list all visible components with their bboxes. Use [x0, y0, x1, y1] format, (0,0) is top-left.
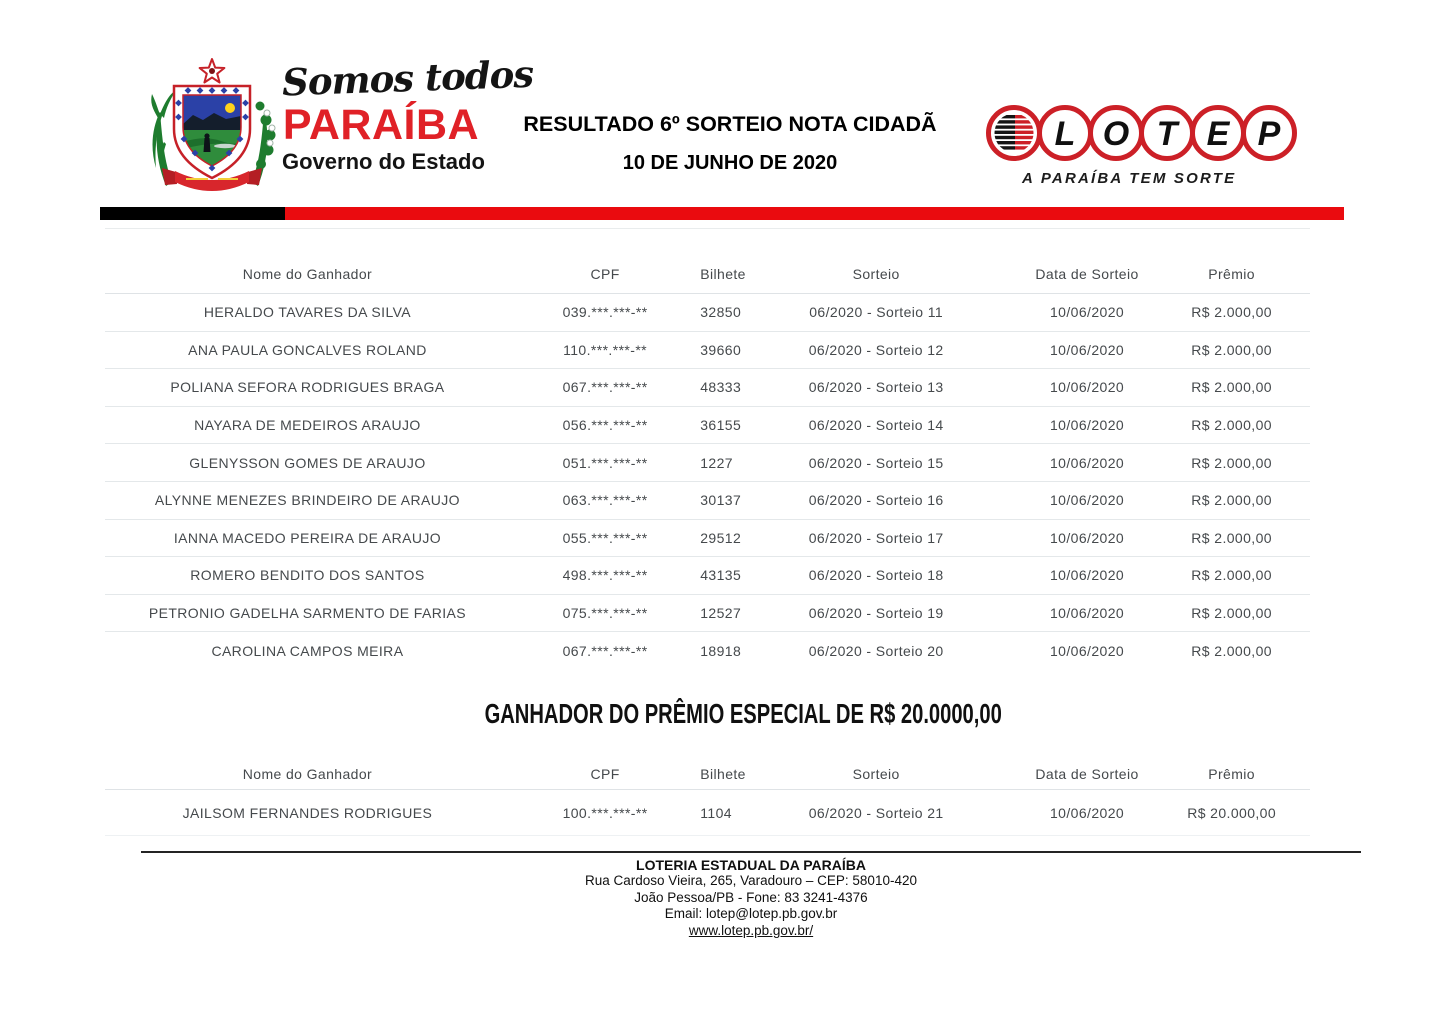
special-prize-heading: [46, 698, 1440, 730]
winner-cpf: 067.***.***-**: [562, 643, 648, 660]
winner-ticket: 18918: [700, 643, 742, 660]
winner-cpf: 498.***.***-**: [562, 567, 648, 584]
special-table-header-row: [105, 745, 1310, 790]
winners-table-body: [105, 294, 1310, 670]
winner-cpf: 039.***.***-**: [562, 304, 648, 321]
footer-city-phone: João Pessoa/PB - Fone: 83 3241-4376: [634, 889, 868, 905]
gov-logo-script-text: Somos todos: [281, 51, 534, 105]
winner-prize: R$ 2.000,00: [1191, 605, 1272, 622]
footer-address: Rua Cardoso Vieira, 265, Varadouro – CEP: 58010-420: [585, 873, 917, 889]
winner-name: HERALDO TAVARES DA SILVA: [203, 304, 412, 321]
winner-ticket: 36155: [700, 417, 742, 434]
winner-cpf: 055.***.***-**: [562, 529, 648, 546]
table-row: [105, 407, 1310, 445]
lotep-letter: E: [1206, 115, 1230, 153]
column-header-draw-date: Data de Sorteio: [1035, 766, 1139, 782]
table-row: [105, 482, 1310, 520]
winner-draw-date: 10/06/2020: [1050, 605, 1125, 622]
column-header-cpf: CPF: [590, 266, 620, 282]
winner-prize: R$ 2.000,00: [1191, 379, 1272, 396]
winner-name: JAILSOM FERNANDES RODRIGUES: [182, 804, 433, 821]
winner-prize: R$ 2.000,00: [1191, 643, 1272, 660]
winner-draw: 06/2020 - Sorteio 17: [808, 529, 944, 546]
title-line-2: 10 DE JUNHO DE 2020: [622, 152, 838, 174]
winner-ticket: 48333: [700, 379, 742, 396]
column-header-cpf: CPF: [590, 766, 620, 782]
footer-website-link[interactable]: www.lotep.pb.gov.br/: [688, 922, 814, 938]
winner-name: IANNA MACEDO PEREIRA DE ARAUJO: [173, 529, 442, 546]
document-title: [470, 111, 990, 175]
winner-prize: R$ 2.000,00: [1191, 529, 1272, 546]
lotep-letter: T: [1156, 115, 1178, 153]
lotep-letter: L: [1054, 115, 1076, 153]
table-row: [105, 557, 1310, 595]
winner-prize: R$ 2.000,00: [1191, 417, 1272, 434]
table-row: [105, 332, 1310, 370]
winner-draw: 06/2020 - Sorteio 13: [808, 379, 944, 396]
bar-red-segment: [285, 207, 1344, 220]
winner-draw: 06/2020 - Sorteio 15: [808, 454, 944, 471]
winner-ticket: 39660: [700, 341, 742, 358]
winner-draw: 06/2020 - Sorteio 18: [808, 567, 944, 584]
column-header-ticket: Bilhete: [700, 766, 746, 782]
winner-draw-date: 10/06/2020: [1050, 529, 1125, 546]
winner-draw-date: 10/06/2020: [1050, 567, 1125, 584]
special-prize-heading-text: GANHADOR DO PRÊMIO ESPECIAL DE R$ 20.0000,00: [484, 698, 1002, 729]
column-header-prize: Prêmio: [1208, 766, 1255, 782]
table-row: [105, 294, 1310, 332]
winner-ticket: 12527: [700, 605, 742, 622]
table-row: [105, 444, 1310, 482]
special-prize-table: [105, 745, 1310, 836]
winner-draw: 06/2020 - Sorteio 21: [808, 804, 944, 821]
winner-draw-date: 10/06/2020: [1050, 379, 1125, 396]
winner-draw-date: 10/06/2020: [1050, 341, 1125, 358]
paraiba-coat-of-arms-icon: [146, 56, 278, 196]
winner-ticket: 30137: [700, 492, 742, 509]
winner-prize: R$ 2.000,00: [1191, 341, 1272, 358]
winner-ticket: 1104: [700, 804, 732, 821]
winner-prize: R$ 2.000,00: [1191, 454, 1272, 471]
lotep-logo-icon: [986, 101, 1298, 165]
winner-draw-date: 10/06/2020: [1050, 643, 1125, 660]
gov-logo-subtitle: Governo do Estado: [282, 149, 485, 174]
title-line-1: RESULTADO 6º SORTEIO NOTA CIDADÃ: [523, 112, 937, 136]
winner-prize: R$ 20.000,00: [1187, 804, 1277, 821]
column-header-ticket: Bilhete: [700, 266, 746, 282]
table-row: [105, 790, 1310, 836]
winner-name: GLENYSSON GOMES DE ARAUJO: [189, 454, 426, 471]
lotep-letter: O: [1102, 115, 1130, 153]
footer-org-name: LOTERIA ESTADUAL DA PARAÍBA: [636, 857, 866, 873]
column-header-draw: Sorteio: [852, 766, 900, 782]
winner-cpf: 075.***.***-**: [562, 605, 648, 622]
winner-draw: 06/2020 - Sorteio 20: [808, 643, 944, 660]
winner-ticket: 1227: [700, 454, 733, 471]
winner-draw-date: 10/06/2020: [1050, 492, 1125, 509]
winner-draw: 06/2020 - Sorteio 12: [808, 341, 944, 358]
winner-draw: 06/2020 - Sorteio 16: [808, 492, 944, 509]
winner-name: CAROLINA CAMPOS MEIRA: [211, 643, 404, 660]
winner-name: ROMERO BENDITO DOS SANTOS: [190, 567, 425, 584]
column-header-name: Nome do Ganhador: [242, 766, 373, 782]
special-table-body: [105, 790, 1310, 836]
winner-name: NAYARA DE MEDEIROS ARAUJO: [194, 417, 421, 434]
winner-name: ALYNNE MENEZES BRINDEIRO DE ARAUJO: [154, 492, 460, 509]
winner-draw-date: 10/06/2020: [1050, 304, 1125, 321]
lotep-letter: P: [1257, 115, 1281, 153]
winner-cpf: 056.***.***-**: [562, 417, 648, 434]
winner-prize: R$ 2.000,00: [1191, 304, 1272, 321]
table-row: [105, 595, 1310, 633]
winner-prize: R$ 2.000,00: [1191, 492, 1272, 509]
winner-ticket: 43135: [700, 567, 742, 584]
winner-draw: 06/2020 - Sorteio 14: [808, 417, 944, 434]
winner-prize: R$ 2.000,00: [1191, 567, 1272, 584]
winner-cpf: 110.***.***-**: [563, 341, 648, 358]
lotep-tagline: A PARAÍBA TEM SORTE: [1022, 170, 1237, 187]
column-header-prize: Prêmio: [1208, 266, 1255, 282]
winner-name: POLIANA SEFORA RODRIGUES BRAGA: [170, 379, 445, 396]
column-header-draw: Sorteio: [852, 266, 900, 282]
winners-table: [105, 228, 1310, 670]
lotep-logo: [986, 101, 1298, 187]
footer: [141, 857, 1361, 939]
winner-name: PETRONIO GADELHA SARMENTO DE FARIAS: [148, 605, 466, 622]
gov-logo-state-name: PARAÍBA: [282, 101, 480, 149]
winner-name: ANA PAULA GONCALVES ROLAND: [188, 341, 427, 358]
winner-cpf: 063.***.***-**: [562, 492, 648, 509]
winners-table-header-row: [105, 228, 1310, 294]
winner-draw: 06/2020 - Sorteio 19: [808, 605, 944, 622]
table-row: [105, 632, 1310, 670]
winner-draw: 06/2020 - Sorteio 11: [809, 304, 944, 321]
footer-divider: [141, 851, 1361, 853]
decorative-bar: [100, 207, 1344, 220]
winner-draw-date: 10/06/2020: [1050, 454, 1125, 471]
column-header-draw-date: Data de Sorteio: [1035, 266, 1139, 282]
winner-cpf: 051.***.***-**: [562, 454, 648, 471]
winner-ticket: 32850: [700, 304, 742, 321]
government-logo: [281, 51, 534, 176]
footer-email: Email: lotep@lotep.pb.gov.br: [664, 906, 838, 922]
winner-draw-date: 10/06/2020: [1050, 417, 1125, 434]
winner-draw-date: 10/06/2020: [1050, 804, 1125, 821]
bar-black-segment: [100, 207, 285, 220]
winner-ticket: 29512: [700, 529, 742, 546]
column-header-name: Nome do Ganhador: [242, 266, 373, 282]
winner-cpf: 100.***.***-**: [562, 804, 648, 821]
winner-cpf: 067.***.***-**: [562, 379, 648, 396]
table-row: [105, 369, 1310, 407]
table-row: [105, 520, 1310, 558]
